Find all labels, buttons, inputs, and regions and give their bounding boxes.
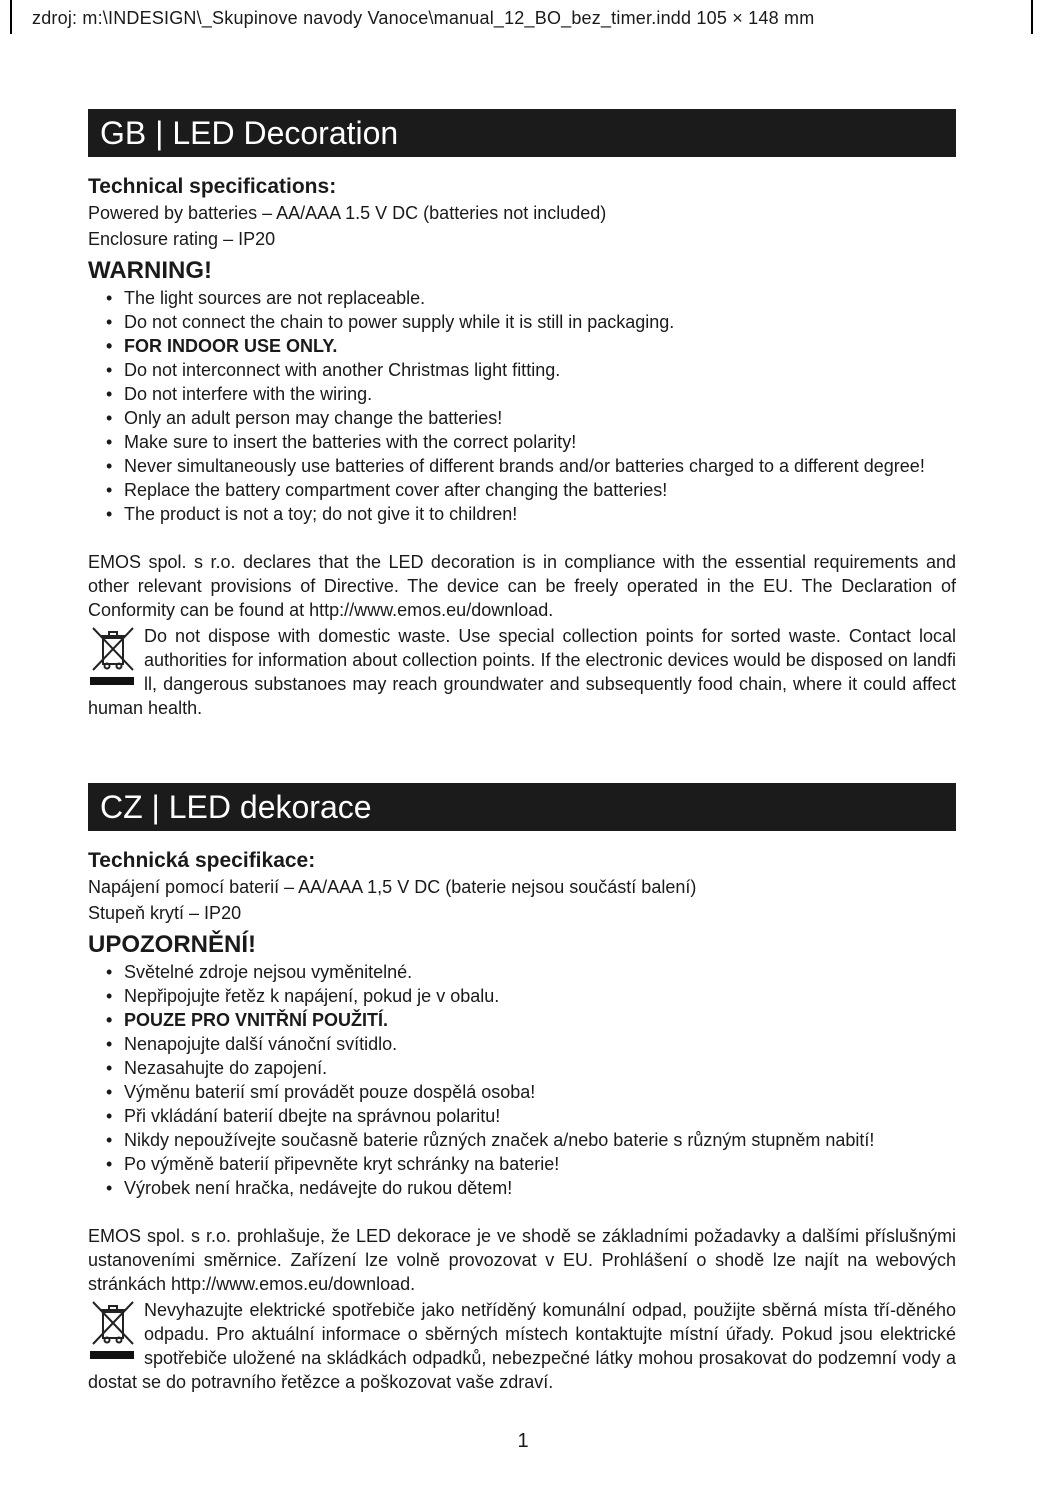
section-gb (88, 109, 956, 720)
list-item: • The product is not a toy; do not give it to children! (106, 502, 956, 526)
list-item: • Nenapojujte další vánoční svítidlo. (106, 1032, 956, 1056)
disposal-block (88, 1298, 956, 1394)
spec-line-power: Powered by batteries – AA/AAA 1.5 V DC (batteries not included) (88, 203, 607, 223)
list-item: • Nezasahujte do zapojení. (106, 1056, 956, 1080)
list-item: • Nikdy nepoužívejte současně baterie různých značek a/nebo baterie s různým stupněm nabití! (106, 1128, 956, 1152)
list-item: • Při vkládání baterií dbejte na správnou polaritu! (106, 1104, 956, 1128)
disposal-text: Nevyhazujte elektrické spotřebiče jako netříděný komunální odpad, použijte sběrná místa tří-děného odpadu. Pro aktuální informace o sběrných místech kontaktujte místní úřady. Pokud jsou elektrické spotřebiče uložené na skládkách odpadků, nebezpečné látky mohou prosakovat do podzemní vody a dostat se do potravního řetězce a poškozovat vaše zdraví. (88, 1300, 956, 1392)
list-item: • Replace the battery compartment cover after changing the batteries! (106, 478, 956, 502)
declaration-text: EMOS spol. s r.o. prohlašuje, že LED dekorace je ve shodě se základními požadavky a dalšími příslušnými ustanoveními směrnice. Zařízení lze volně provozovat v EU. Prohlášení o shodě lze najít na webových stránkách http://www.emos.eu/download. (88, 1226, 956, 1294)
list-item: • Never simultaneously use batteries of different brands and/or batteries charged to a different degree! (106, 454, 956, 478)
spec-line-power: Napájení pomocí baterií – AA/AAA 1,5 V DC (baterie nejsou součástí balení) (88, 877, 697, 897)
list-item: • Světelné zdroje nejsou vyměnitelné. (106, 960, 956, 984)
disposal-text: Do not dispose with domestic waste. Use special collection points for sorted waste. Contact local authorities for information about collection points. If the electronic devices would be disposed on landfi ll, dangerous substanoes may reach groundwater and subsequently food chain, where it could affect human health. (88, 626, 956, 718)
page-number: 1 (517, 1430, 529, 1452)
crop-mark-right (1031, 0, 1033, 34)
list-item: • Do not interfere with the wiring. (106, 382, 956, 406)
source-file-line: zdroj: m:\INDESIGN\_Skupinove navody Vanoce\manual_12_BO_bez_timer.indd 105 × 148 mm (32, 8, 815, 28)
list-item: • Nepřipojujte řetěz k napájení, pokud je v obalu. (106, 984, 956, 1008)
spec-line-ip: Stupeň krytí – IP20 (88, 903, 242, 923)
section-cz (88, 783, 956, 1394)
warning-heading: UPOZORNĚNÍ! (88, 931, 256, 958)
list-item: • Do not interconnect with another Christmas light fitting. (106, 358, 956, 382)
list-item: • The light sources are not replaceable. (106, 286, 956, 310)
list-item: • Výrobek není hračka, nedávejte do rukou dětem! (106, 1176, 956, 1200)
declaration-text: EMOS spol. s r.o. declares that the LED decoration is in compliance with the essential requirements and other relevant provisions of Directive. The device can be freely operated in the EU. The Declaration of Conformity can be found at http://www.emos.eu/download. (88, 552, 956, 620)
section-header-cz: CZ | LED dekorace (88, 783, 956, 831)
disposal-block (88, 624, 956, 720)
warning-list (88, 960, 956, 1200)
spec-heading: Technická specifikace: (88, 849, 316, 872)
list-item: • Make sure to insert the batteries with the correct polarity! (106, 430, 956, 454)
warning-list (88, 286, 956, 526)
list-item: • Výměnu baterií smí provádět pouze dospělá osoba! (106, 1080, 956, 1104)
list-item: • Do not connect the chain to power supply while it is still in packaging. (106, 310, 956, 334)
list-item: • Po výměně baterií připevněte kryt schránky na baterie! (106, 1152, 956, 1176)
section-header-gb: GB | LED Decoration (88, 109, 956, 157)
crop-mark-left (10, 0, 12, 34)
spec-heading: Technical specifications: (88, 175, 337, 198)
list-item: • FOR INDOOR USE ONLY. (106, 334, 956, 358)
weee-crossed-bin-icon (88, 624, 138, 686)
weee-crossed-bin-icon (88, 1298, 138, 1360)
spec-line-ip: Enclosure rating – IP20 (88, 229, 276, 249)
list-item: • POUZE PRO VNITŘNÍ POUŽITÍ. (106, 1008, 956, 1032)
list-item: • Only an adult person may change the batteries! (106, 406, 956, 430)
warning-heading: WARNING! (88, 257, 212, 284)
